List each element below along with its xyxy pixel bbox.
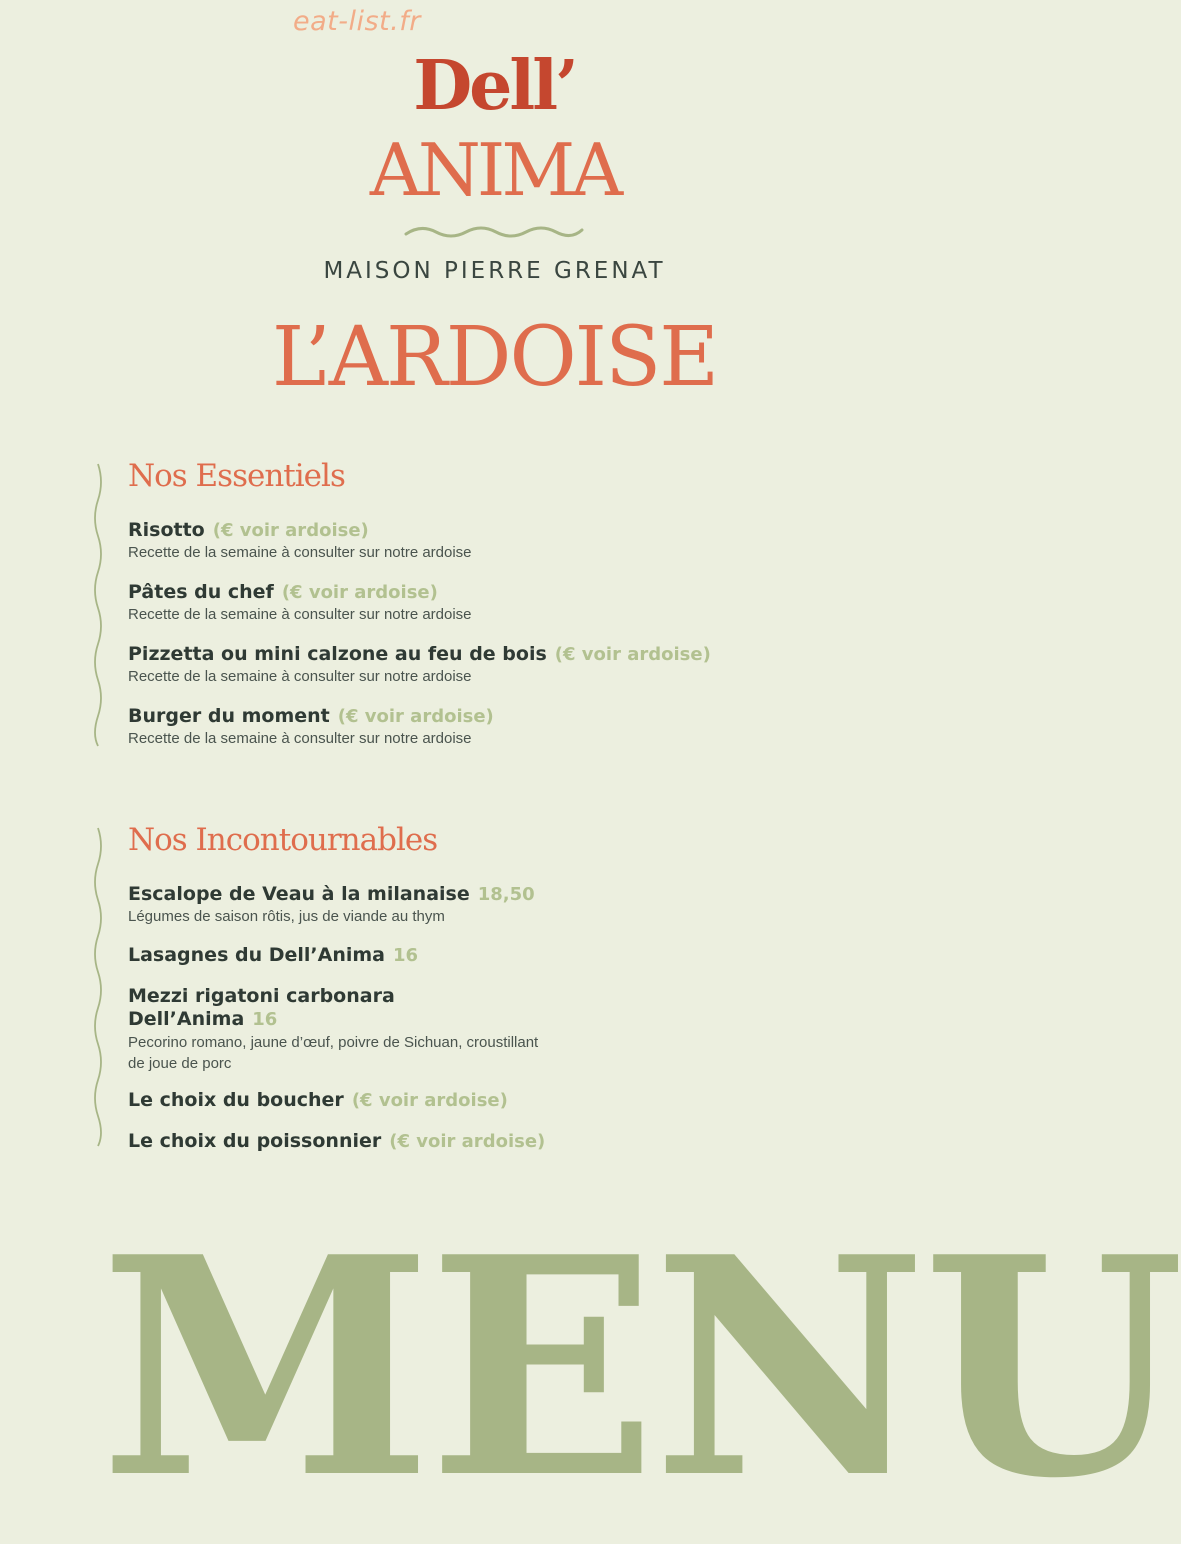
item-description: Recette de la semaine à consulter sur notre ardoise	[128, 730, 472, 747]
item-name: Escalope de Veau à la milanaise	[128, 883, 470, 905]
item-description: Légumes de saison rôtis, jus de viande au thym	[128, 908, 445, 925]
menu-item	[128, 581, 888, 625]
page-title: L’ARDOISE	[271, 310, 718, 405]
item-description-line1: Pecorino romano, jaune d’œuf, poivre de Sichuan, croustillant	[128, 1034, 539, 1051]
item-price: (€ voir ardoise)	[212, 520, 369, 541]
restaurant-subtitle: MAISON PIERRE GRENAT	[323, 258, 666, 284]
item-name-line1: Mezzi rigatoni carbonara	[128, 985, 395, 1007]
menu-item	[128, 944, 888, 967]
section-heading: Nos Essentiels	[128, 458, 345, 494]
menu-item	[128, 1130, 888, 1153]
wave-ornament	[404, 222, 584, 240]
item-name: Risotto	[128, 519, 205, 541]
item-price: (€ voir ardoise)	[281, 582, 438, 603]
logo-line-2: ANIMA	[369, 128, 620, 212]
section-divider-wave	[92, 826, 106, 1148]
item-name: Le choix du boucher	[128, 1089, 344, 1111]
footer-menu-word: MENU	[100, 1191, 1181, 1544]
section-divider-wave	[92, 462, 106, 748]
menu-item	[128, 705, 888, 749]
item-description: Recette de la semaine à consulter sur notre ardoise	[128, 544, 472, 561]
section-essentiels	[128, 458, 888, 495]
item-price: (€ voir ardoise)	[351, 1090, 508, 1111]
item-description: Recette de la semaine à consulter sur notre ardoise	[128, 606, 472, 623]
logo-line-1: Dell’	[413, 46, 576, 126]
item-price: (€ voir ardoise)	[554, 644, 711, 665]
item-name: Le choix du poissonnier	[128, 1130, 382, 1152]
section-incontournables	[128, 822, 888, 859]
menu-item	[128, 643, 888, 687]
item-price: 16	[252, 1009, 278, 1030]
item-price: 18,50	[477, 884, 535, 905]
item-name: Pizzetta ou mini calzone au feu de bois	[128, 643, 547, 665]
menu-item	[128, 1089, 888, 1112]
item-price: (€ voir ardoise)	[389, 1131, 546, 1152]
item-price: 16	[393, 945, 419, 966]
item-description-line2: de joue de porc	[128, 1055, 232, 1072]
item-name: Burger du moment	[128, 705, 330, 727]
item-name: Lasagnes du Dell’Anima	[128, 944, 386, 966]
item-name-line2: Dell’Anima	[128, 1008, 245, 1030]
watermark-text: eat-list.fr	[293, 6, 421, 37]
item-name: Pâtes du chef	[128, 581, 274, 603]
item-price: (€ voir ardoise)	[337, 706, 494, 727]
menu-item	[128, 519, 888, 563]
menu-item	[128, 985, 888, 1074]
menu-item	[128, 883, 888, 927]
section-heading: Nos Incontournables	[128, 822, 438, 858]
item-description: Recette de la semaine à consulter sur notre ardoise	[128, 668, 472, 685]
